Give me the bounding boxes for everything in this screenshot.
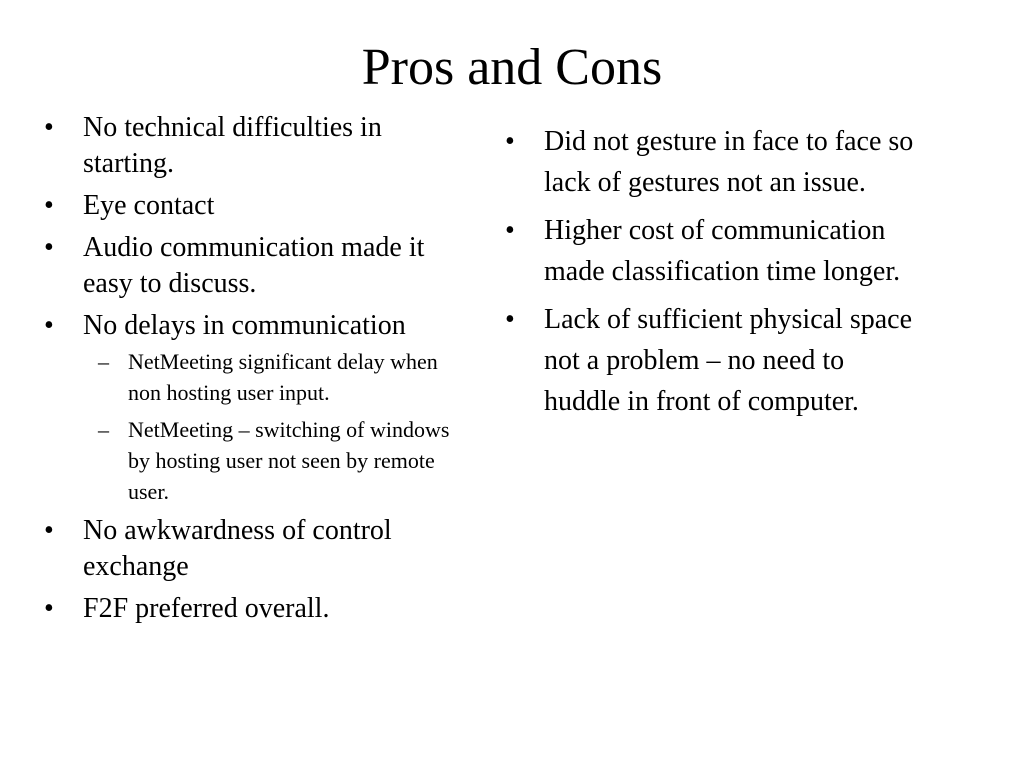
sub-list	[83, 346, 464, 507]
dash-icon: –	[98, 417, 109, 442]
list-item-text: No awkwardness of control exchange	[83, 515, 392, 582]
bullet-icon: •	[505, 215, 515, 246]
list-item	[44, 230, 464, 302]
list-item-text: Eye contact	[83, 190, 215, 221]
sub-list-item-text: NetMeeting – switching of windows by hosting user not seen by remote user.	[128, 417, 450, 504]
slide-title: Pros and Cons	[361, 39, 663, 96]
cons-list	[505, 121, 925, 429]
list-item-text: Lack of sufficient physical space not a problem – no need to huddle in front of computer.	[544, 304, 913, 417]
pros-list	[44, 110, 464, 633]
bullet-icon: •	[44, 515, 54, 546]
bullet-icon: •	[505, 304, 515, 335]
list-item-text: Higher cost of communication made classification time longer.	[544, 215, 901, 287]
list-item	[44, 110, 464, 182]
sub-list-item	[83, 346, 464, 408]
bullet-icon: •	[44, 190, 54, 221]
bullet-icon: •	[44, 112, 54, 143]
list-item	[44, 308, 464, 507]
sub-list-item-text: NetMeeting significant delay when non hosting user input.	[128, 349, 438, 405]
list-item-text: Did not gesture in face to face so lack of gestures not an issue.	[544, 126, 914, 198]
list-item-text: F2F preferred overall.	[83, 593, 330, 624]
bullet-icon: •	[44, 593, 54, 624]
bullet-icon: •	[44, 310, 54, 341]
bullet-icon: •	[44, 232, 54, 263]
list-item-text: No technical difficulties in starting.	[83, 112, 382, 179]
bullet-icon: •	[505, 126, 515, 157]
list-item	[44, 188, 464, 224]
list-item	[505, 121, 925, 203]
list-item	[44, 513, 464, 585]
list-item	[505, 299, 925, 422]
list-item-text: Audio communication made it easy to discuss.	[83, 232, 425, 299]
sub-list-item	[83, 414, 464, 507]
dash-icon: –	[98, 349, 109, 374]
list-item-text: No delays in communication	[83, 310, 406, 341]
list-item	[44, 591, 464, 627]
list-item	[505, 210, 925, 292]
